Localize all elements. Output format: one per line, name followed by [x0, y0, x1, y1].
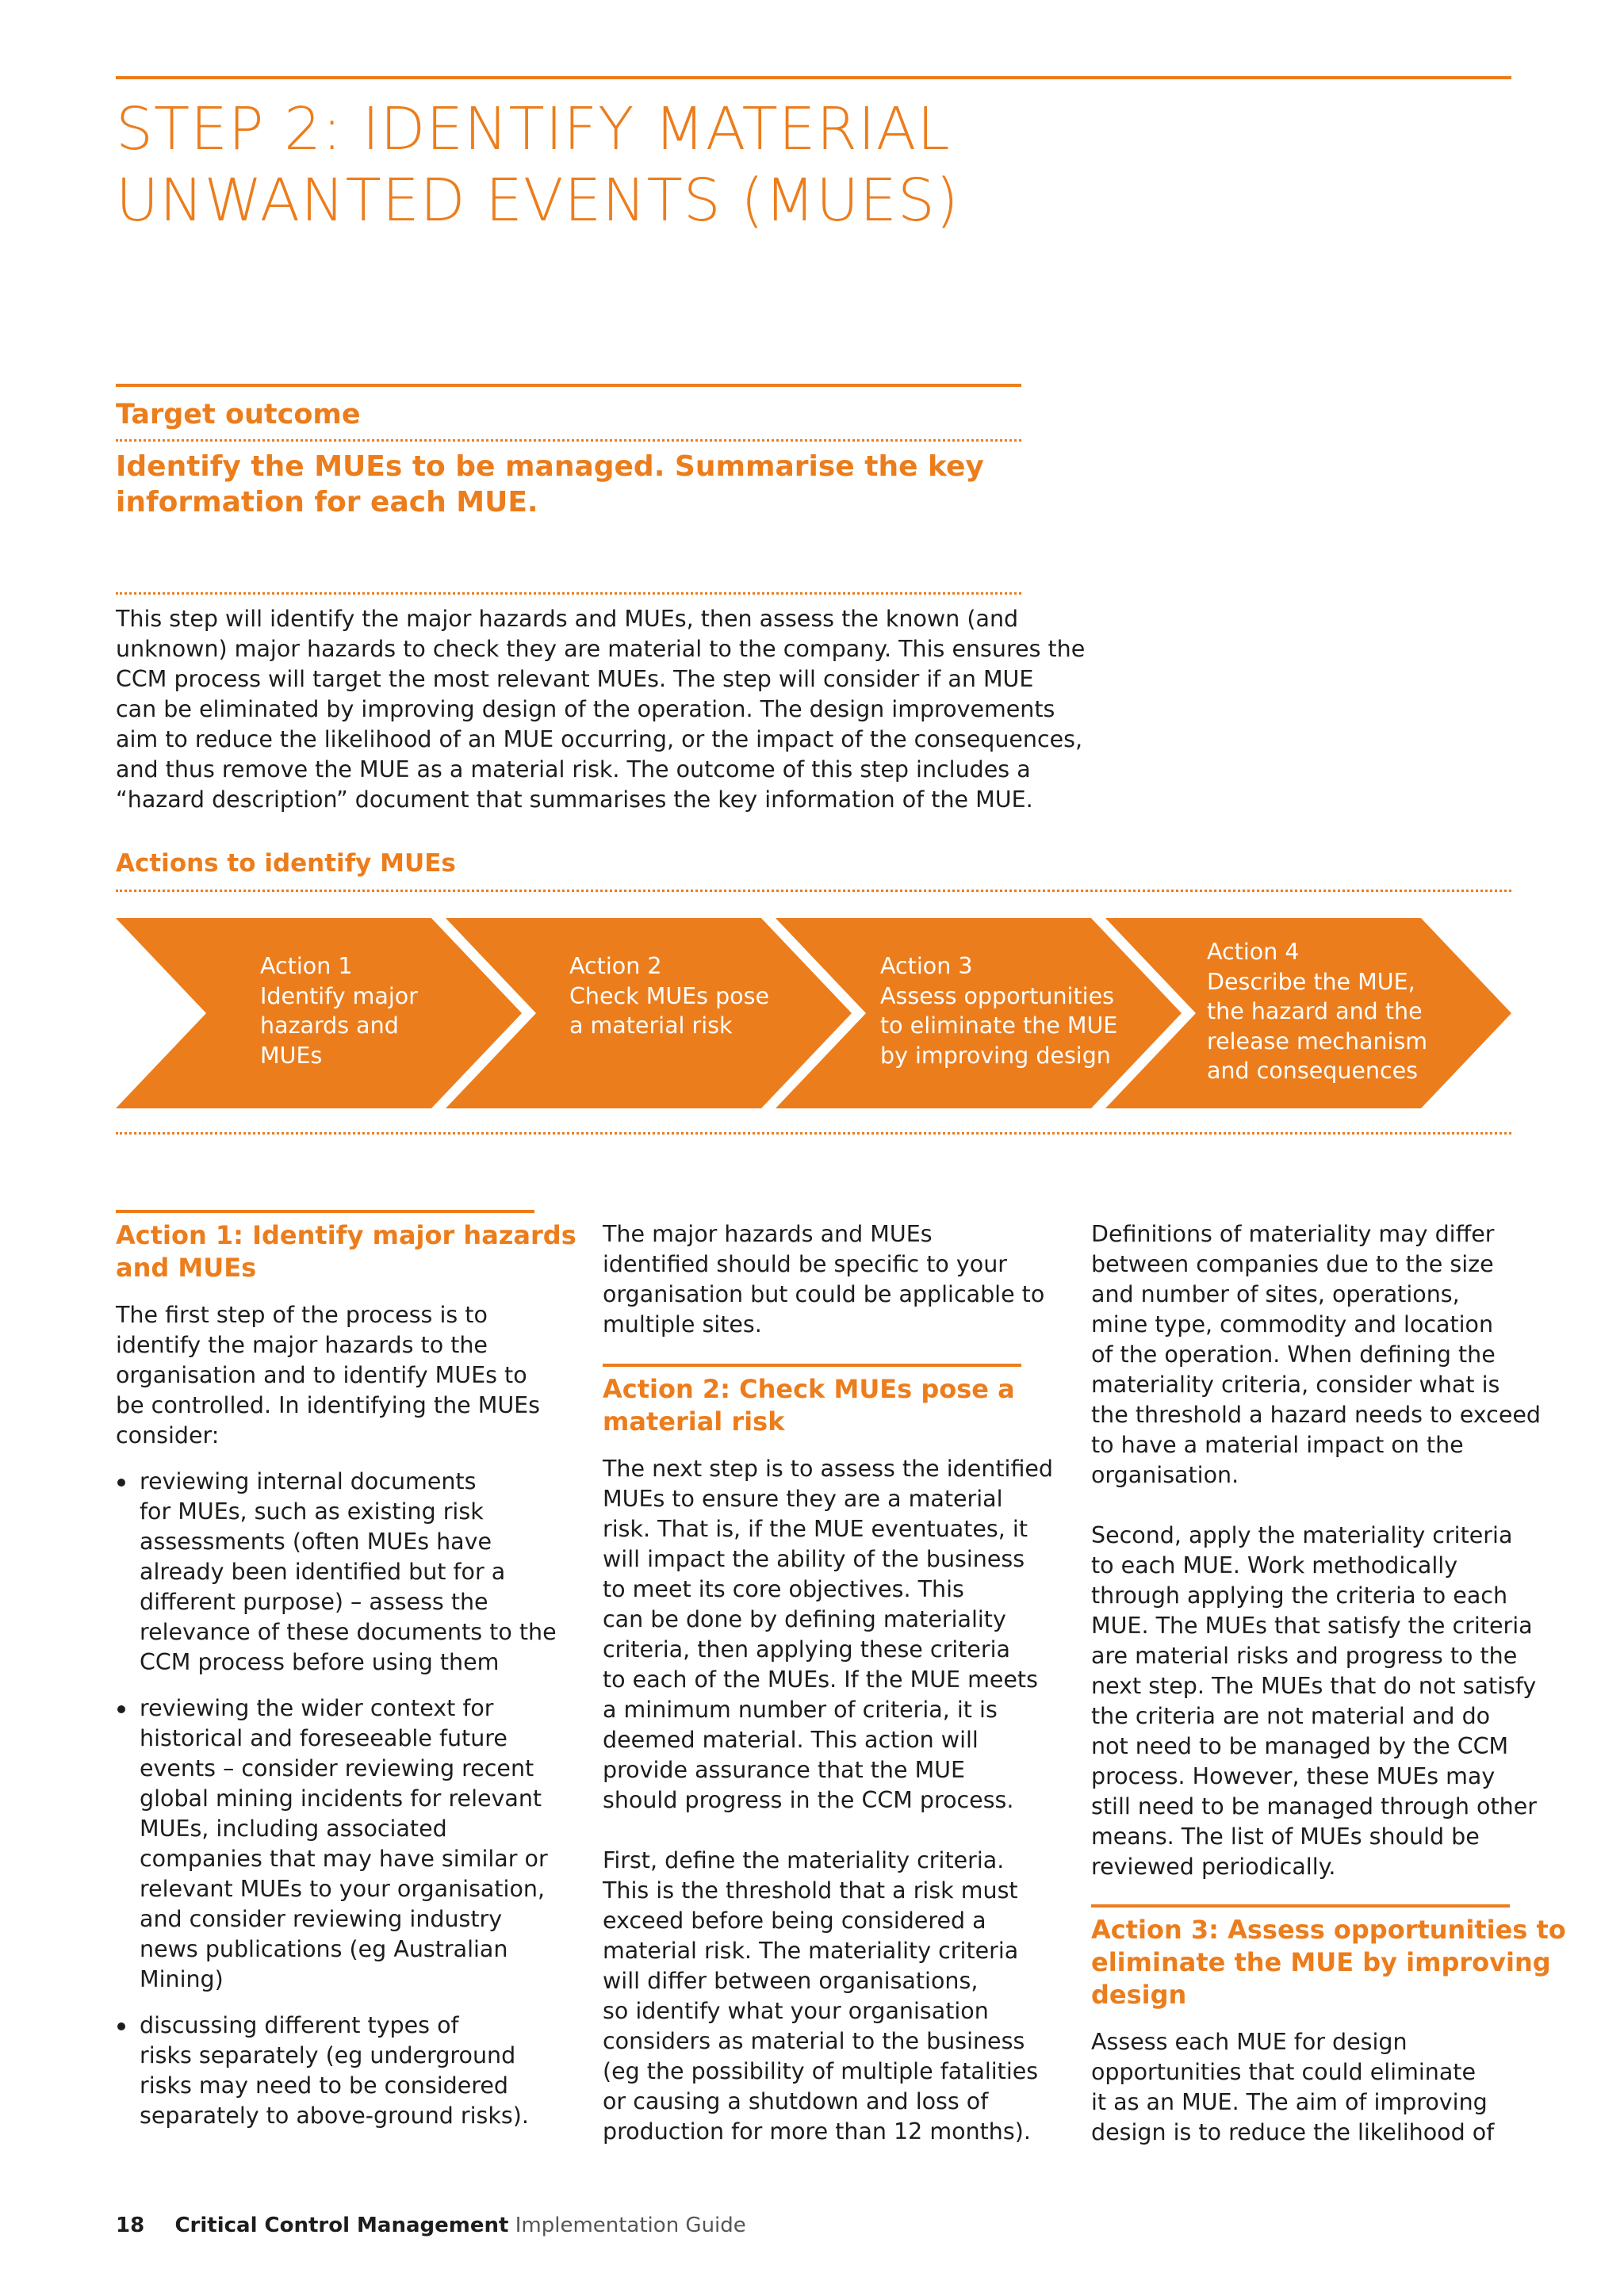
text-line: companies that may have similar or: [140, 1846, 548, 1872]
text-line: be controlled. In identifying the MUEs: [116, 1392, 541, 1418]
text-line: reviewing internal documents: [140, 1468, 477, 1494]
chevron-line: a material risk: [569, 1012, 733, 1039]
target-divider: [116, 439, 1021, 442]
page-title: [116, 94, 1147, 236]
text-line: provide assurance that the MUE: [603, 1757, 966, 1783]
footer-title: Critical Control Management: [174, 2214, 509, 2237]
chevron-line: to eliminate the MUE: [880, 1012, 1118, 1039]
chevron-line: and consequences: [1207, 1058, 1419, 1084]
action3-paragraph: [1091, 2027, 1511, 2148]
text-line: risks separately (eg underground: [140, 2042, 516, 2068]
text-line: relevance of these documents to the: [140, 1619, 557, 1645]
column-3: [1091, 1219, 1566, 2148]
text-line: First, define the materiality criteria.: [603, 1847, 1005, 1873]
text-line: of the operation. When defining the: [1091, 1341, 1496, 1368]
target-outcome-label: Target outcome: [116, 399, 361, 430]
bullet-item: [116, 1693, 548, 1995]
footer-subtitle: Implementation Guide: [515, 2214, 746, 2237]
text-line: reviewing the wider context for: [140, 1695, 494, 1721]
intro-line: aim to reduce the likelihood of an MUE occurring, or the impact of the consequences,: [116, 726, 1083, 752]
text-line: organisation but could be applicable to: [603, 1281, 1045, 1307]
action2-heading: [603, 1373, 1023, 1438]
page-footer: [116, 2212, 746, 2239]
text-line: the criteria are not material and do: [1091, 1703, 1491, 1729]
target-top-rule: [116, 384, 1021, 387]
target-bottom-rule: [116, 592, 1021, 595]
text-line: to each of the MUEs. If the MUE meets: [603, 1667, 1038, 1693]
intro-line: This step will identify the major hazards and MUEs, then assess the known (and: [116, 606, 1019, 632]
text-line: The major hazards and MUEs: [603, 1221, 933, 1247]
text-line: already been identified but for a: [140, 1559, 506, 1585]
text-line: for MUEs, such as existing risk: [140, 1498, 484, 1525]
text-line: MUEs, including associated: [140, 1816, 447, 1842]
text-line: the threshold a hazard needs to exceed: [1091, 1402, 1541, 1428]
text-line: or causing a shutdown and loss of: [603, 2088, 989, 2114]
text-line: organisation.: [1091, 1462, 1239, 1488]
text-line: (eg the possibility of multiple fatalities: [603, 2058, 1039, 2084]
text-line: MUEs to ensure they are a material: [603, 1486, 1003, 1512]
text-line: process. However, these MUEs may: [1091, 1763, 1496, 1789]
text-line: considers as material to the business: [603, 2028, 1025, 2054]
text-line: multiple sites.: [603, 1311, 762, 1337]
intro-line: and thus remove the MUE as a material risk. The outcome of this step includes a: [116, 756, 1031, 783]
text-line: different purpose) – assess the: [140, 1589, 488, 1615]
action3-heading: [1091, 1914, 1566, 2011]
chevron-3-label: [880, 951, 1117, 1070]
text-line: reviewed periodically.: [1091, 1854, 1336, 1880]
column-2: [603, 1219, 1054, 2147]
text-line: Second, apply the materiality criteria: [1091, 1522, 1513, 1548]
heading-line: Action 3: Assess opportunities to: [1091, 1915, 1566, 1945]
text-line: next step. The MUEs that do not satisfy: [1091, 1673, 1537, 1699]
text-line: news publications (eg Australian: [140, 1936, 508, 1962]
text-line: will impact the ability of the business: [603, 1546, 1025, 1572]
text-line: materiality criteria, consider what is: [1091, 1372, 1500, 1398]
text-line: organisation and to identify MUEs to: [116, 1362, 527, 1388]
chevron-line: Describe the MUE,: [1207, 968, 1415, 995]
text-line: separately to above-ground risks).: [140, 2103, 529, 2129]
text-line: to have a material impact on the: [1091, 1432, 1464, 1458]
page-title-line: UNWANTED EVENTS (MUES): [116, 166, 959, 235]
text-line: opportunities that could eliminate: [1091, 2059, 1476, 2085]
actions-top-rule: [116, 890, 1511, 892]
text-line: Mining): [140, 1966, 224, 1992]
action2-top-rule: [603, 1364, 1021, 1367]
column-1: [116, 1219, 576, 2131]
text-line: should progress in the CCM process.: [603, 1787, 1014, 1813]
text-line: The first step of the process is to: [116, 1302, 488, 1328]
target-line: information for each MUE.: [116, 486, 538, 519]
text-line: risks may need to be considered: [140, 2072, 508, 2099]
bullet-item: [116, 2011, 536, 2131]
col1-top-rule: [116, 1210, 534, 1213]
target-line: Identify the MUEs to be managed. Summarise the key: [116, 450, 984, 483]
intro-paragraph: [116, 604, 1086, 815]
text-line: MUE. The MUEs that satisfy the criteria: [1091, 1613, 1533, 1639]
intro-line: unknown) major hazards to check they are material to the company. This ensures the: [116, 636, 1086, 662]
text-line: and number of sites, operations,: [1091, 1281, 1460, 1307]
text-line: still need to be managed through other: [1091, 1793, 1537, 1820]
text-line: a minimum number of criteria, it is: [603, 1697, 998, 1723]
text-line: events – consider reviewing recent: [140, 1755, 534, 1781]
chevron-2-label: [569, 951, 769, 1041]
text-line: and consider reviewing industry: [140, 1906, 503, 1932]
actions-bottom-rule: [116, 1132, 1511, 1135]
action2-paragraph-1: [603, 1454, 1054, 1816]
text-line: The next step is to assess the identified: [603, 1456, 1054, 1482]
text-line: to meet its core objectives. This: [603, 1576, 964, 1602]
text-line: CCM process before using them: [140, 1649, 500, 1675]
text-line: not need to be managed by the CCM: [1091, 1733, 1509, 1759]
chevron-line: Action 3: [880, 953, 973, 979]
intro-line: can be eliminated by improving design of the operation. The design improvements: [116, 696, 1055, 722]
target-outcome-text: [116, 449, 1020, 520]
text-line: historical and foreseeable future: [140, 1725, 508, 1751]
chevron-1-label: [260, 951, 418, 1070]
intro-line: “hazard description” document that summarises the key information of the MUE.: [116, 786, 1033, 813]
text-line: exceed before being considered a: [603, 1908, 986, 1934]
text-line: Assess each MUE for design: [1091, 2029, 1408, 2055]
text-line: means. The list of MUEs should be: [1091, 1823, 1480, 1850]
text-line: relevant MUEs to your organisation,: [140, 1876, 546, 1902]
top-rule: [116, 76, 1511, 79]
text-line: deemed material. This action will: [603, 1727, 979, 1753]
page-number: 18: [116, 2214, 145, 2237]
materiality-paragraph-1: [1091, 1219, 1541, 1490]
text-line: mine type, commodity and location: [1091, 1311, 1494, 1337]
text-line: are material risks and progress to the: [1091, 1643, 1518, 1669]
chevron-line: MUEs: [260, 1042, 323, 1069]
heading-line: and MUEs: [116, 1253, 257, 1283]
chevron-line: hazards and: [260, 1012, 399, 1039]
text-line: between companies due to the size: [1091, 1251, 1494, 1277]
text-line: will differ between organisations,: [603, 1968, 979, 1994]
text-line: criteria, then applying these criteria: [603, 1636, 1011, 1663]
text-line: production for more than 12 months).: [603, 2118, 1031, 2145]
chevron-line: Assess opportunities: [880, 982, 1114, 1009]
text-line: discussing different types of: [140, 2012, 459, 2038]
text-line: so identify what your organisation: [603, 1998, 989, 2024]
action1-heading: [116, 1219, 576, 1284]
text-line: Definitions of materiality may differ: [1091, 1221, 1495, 1247]
heading-line: eliminate the MUE by improving: [1091, 1947, 1551, 1977]
intro-line: CCM process will target the most relevant MUEs. The step will consider if an MUE: [116, 666, 1034, 692]
text-line: global mining incidents for relevant: [140, 1785, 542, 1812]
chevron-line: Action 2: [569, 953, 662, 979]
text-line: identify the major hazards to the: [116, 1332, 488, 1358]
chevron-line: Check MUEs pose: [569, 982, 770, 1009]
materiality-paragraph-2: [1091, 1521, 1537, 1882]
text-line: risk. That is, if the MUE eventuates, it: [603, 1516, 1028, 1542]
text-line: material risk. The materiality criteria: [603, 1938, 1019, 1964]
text-line: through applying the criteria to each: [1091, 1582, 1508, 1609]
text-line: it as an MUE. The aim of improving: [1091, 2089, 1488, 2115]
action1-intro: [116, 1300, 541, 1451]
chevron-line: Identify major: [260, 982, 418, 1009]
chevron-line: release mechanism: [1207, 1027, 1428, 1054]
action2-paragraph-2: [603, 1846, 1039, 2147]
heading-line: material risk: [603, 1406, 785, 1437]
text-line: design is to reduce the likelihood of: [1091, 2119, 1495, 2145]
chevron-4-label: [1207, 937, 1427, 1086]
chevron-line: the hazard and the: [1207, 998, 1423, 1024]
page-title-line: STEP 2: IDENTIFY MATERIAL: [116, 95, 951, 163]
text-line: to each MUE. Work methodically: [1091, 1552, 1458, 1578]
chevron-line: by improving design: [880, 1042, 1111, 1069]
heading-line: design: [1091, 1980, 1187, 2010]
actions-label: Actions to identify MUEs: [116, 849, 456, 878]
heading-line: Action 2: Check MUEs pose a: [603, 1374, 1015, 1404]
text-line: identified should be specific to your: [603, 1251, 1007, 1277]
bullet-item: [116, 1467, 557, 1678]
chevron-line: Action 4: [1207, 939, 1300, 965]
text-line: consider:: [116, 1422, 220, 1448]
text-line: assessments (often MUEs have: [140, 1529, 492, 1555]
action-flow: [116, 918, 1511, 1108]
text-line: can be done by defining materiality: [603, 1606, 1006, 1632]
heading-line: Action 1: Identify major hazards: [116, 1220, 576, 1250]
text-line: This is the threshold that a risk must: [603, 1877, 1018, 1904]
action3-top-rule: [1091, 1904, 1510, 1908]
chevron-line: Action 1: [260, 953, 353, 979]
action1-continued: [603, 1219, 1045, 1340]
